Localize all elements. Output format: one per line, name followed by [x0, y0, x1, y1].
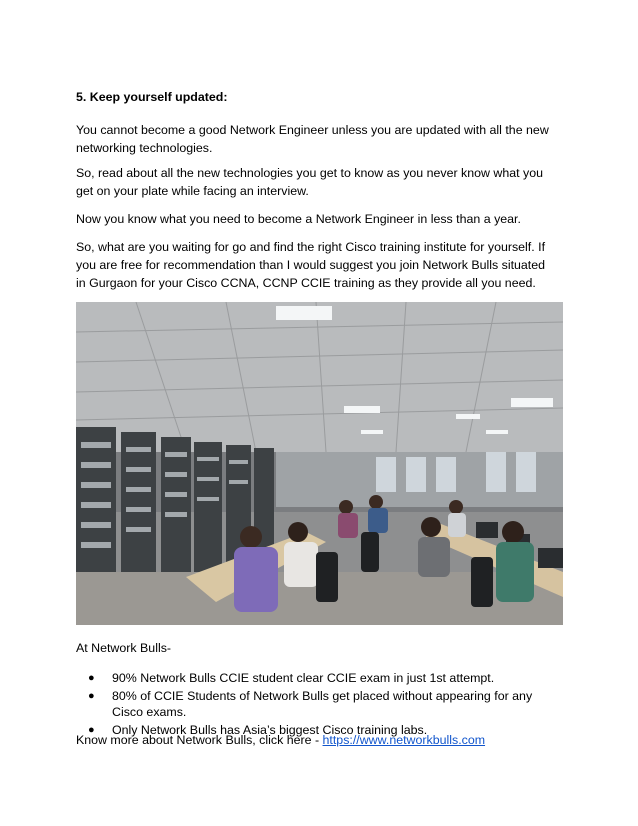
website-link[interactable]: https://www.networkbulls.com	[322, 733, 486, 747]
list-item	[76, 688, 566, 720]
bullet-icon: ●	[88, 724, 95, 736]
section-heading: 5. Keep yourself updated:	[76, 90, 228, 104]
list-item	[76, 670, 566, 686]
paragraph-1: You cannot become a good Network Engineer unless you are updated with all the new networking technologies.	[76, 123, 549, 155]
paragraph-2: So, read about all the new technologies you get to know as you never know what you get on your plate while facing an interview.	[76, 166, 544, 198]
footer-text: Know more about Network Bulls, click here -	[76, 733, 323, 747]
list-item-text: 80% of CCIE Students of Network Bulls get placed without appearing for any Cisco exams.	[112, 689, 533, 719]
training-lab-photo	[76, 302, 563, 625]
list-item-text: Only Network Bulls has Asia’s biggest Cisco training labs.	[112, 723, 428, 737]
footer-line	[76, 733, 485, 747]
paragraph-3: Now you know what you need to become a Network Engineer in less than a year.	[76, 212, 521, 226]
lab-photo-illustration	[76, 302, 563, 625]
paragraph-4: So, what are you waiting for go and find the right Cisco training institute for yourself. If you are free for recommendation than I would suggest you join Network Bulls situated in Gurgaon for your Cisco CCNA, CCNP CCIE training as they provide all you need.	[76, 240, 546, 290]
list-item-text: 90% Network Bulls CCIE student clear CCIE exam in just 1st attempt.	[112, 671, 495, 685]
intro-text: At Network Bulls-	[76, 641, 172, 655]
bullet-icon: ●	[88, 672, 95, 684]
bullet-list	[76, 670, 566, 740]
bullet-icon: ●	[88, 690, 95, 702]
